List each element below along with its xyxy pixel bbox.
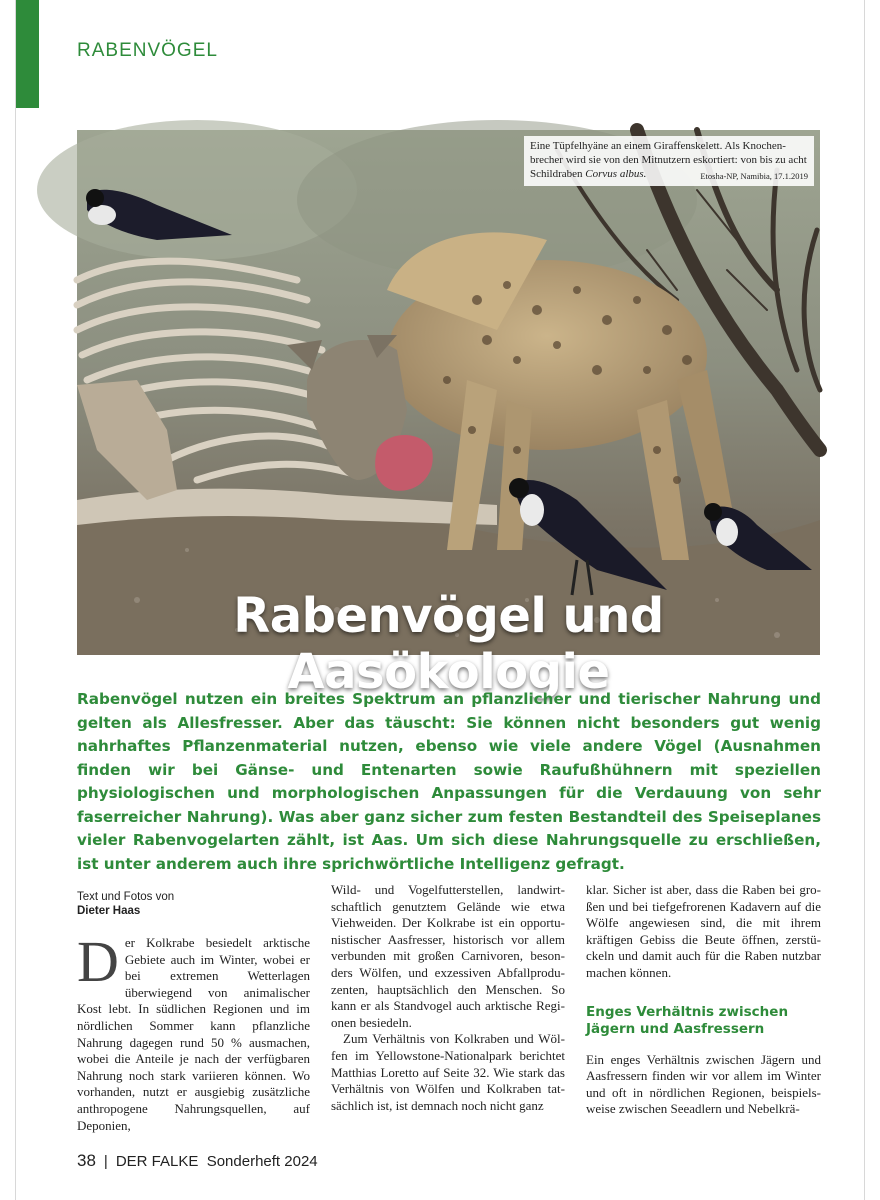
article-headline: Rabenvögel und Aasökologie: [233, 588, 664, 700]
caption-species: Corvus albus.: [585, 168, 647, 180]
body-column-2: [331, 882, 565, 1114]
page-number: 38: [77, 1151, 96, 1170]
drop-cap: D: [77, 929, 119, 994]
body-paragraph: Wild- und Vogelfutterstellen, landwirtschaftlich genutztem Gelände wie etwa Viehweiden. Der Kolkrabe ist ein opportunistischer Aasfresser, historisch vor allem verbunden mit großen Carnivoren, besonders Wölfen, und exzessiven Abfallproduzenten, hauptsächlich den Menschen. So kann er als Standvogel auch arktische Regionen besiedeln.: [331, 882, 565, 1030]
issue-name: Sonderheft 2024: [206, 1153, 318, 1170]
photo-caption: [524, 136, 814, 186]
byline-label: Text und Fotos von: [77, 891, 175, 903]
caption-credit: Etosha-NP, Namibia, 17.1.2019: [700, 171, 808, 181]
byline-author: Dieter Haas: [77, 905, 141, 917]
body-paragraph: klar. Sicher ist aber, dass die Raben bei großen und bei tiefgefrorenen Kadavern auf die Wölfe angewiesen sind, die mit ihrem kräftigen Gebiss die Beute öffnen, zerstückeln und damit auch für die Raben nutzbar machen können.: [586, 882, 821, 980]
body-column-1: [77, 929, 310, 1134]
hyena-scene-illustration: [77, 130, 820, 655]
page-footer: [77, 1151, 318, 1171]
body-paragraph: Zum Verhältnis von Kolkraben und Wölfen im Yellowstone-Nationalpark berichtet Matthias Loretto auf Seite 32. Wie stark das Verhältnis von Wölfen und Kolkraben tatsächlich ist, ist demnach noch nicht ganz: [331, 1031, 565, 1113]
section-label: RABENVÖGEL: [77, 40, 218, 61]
section-subheading: Enges Verhältnis zwischen Jägern und Aasfressern: [586, 1003, 789, 1037]
magazine-name: DER FALKE: [115, 1153, 199, 1170]
lead-paragraph: Rabenvögel nutzen ein breites Spektrum an pflanzlicher und tierischer Nahrung und gelten als Allesfresser. Aber das täuscht: Sie können nicht besonders gut wenig nahrhaftes Pflanzenmaterial nutzen, ebenso wie viele andere Vögel (Ausnahmen finden wir bei Gänse- und Entenarten sowie Raufußhühnern mit speziellen physiologischen und morphologischen Anpassungen für die Verdauung von sehr faserreicher Nahrung). Was aber ganz sicher zum festen Bestandteil des Speiseplanes vieler Rabenvogelarten zählt, ist Aas. Um sich diese Nahrungsquelle zu erschließen, ist unter anderem auch ihre sprichwörtliche Intelligenz gefragt.: [77, 690, 821, 873]
footer-separator: |: [103, 1153, 108, 1170]
body-column-3: [586, 882, 821, 1118]
caption-text: Eine Tüpfelhyäne an einem Giraffenskelett. Als Knochenbrecher wird sie von den Mitnutzern eskortiert: von bis zu acht Schildraben: [530, 140, 807, 180]
byline: [77, 890, 174, 918]
section-color-bar: [16, 0, 39, 108]
body-text-col1: er Kolkrabe besiedelt arktische Gebiete auch im Winter, wobei er bei extremen Wetterlagen überwiegend von animalischer Kost lebt. In südlichen Regionen und im nördlichen Sommer kann pflanzliche Nahrung dagegen rund 50 % ausmachen, wobei die Anteile je nach der verfügbaren Nahrung noch stark variieren können. Wo vorhanden, nutzt er ausgiebig zusätzliche anthropogene Nahrungsquellen, auf Deponien,: [77, 935, 310, 1133]
hero-photo: [77, 130, 820, 700]
body-paragraph: Ein enges Verhältnis zwischen Jägern und Aasfressern finden wir vor allem im Winter und oft in nördlichen Regionen, beispielsweise zwischen Seeadlern und Nebelkrä-: [586, 1051, 821, 1117]
